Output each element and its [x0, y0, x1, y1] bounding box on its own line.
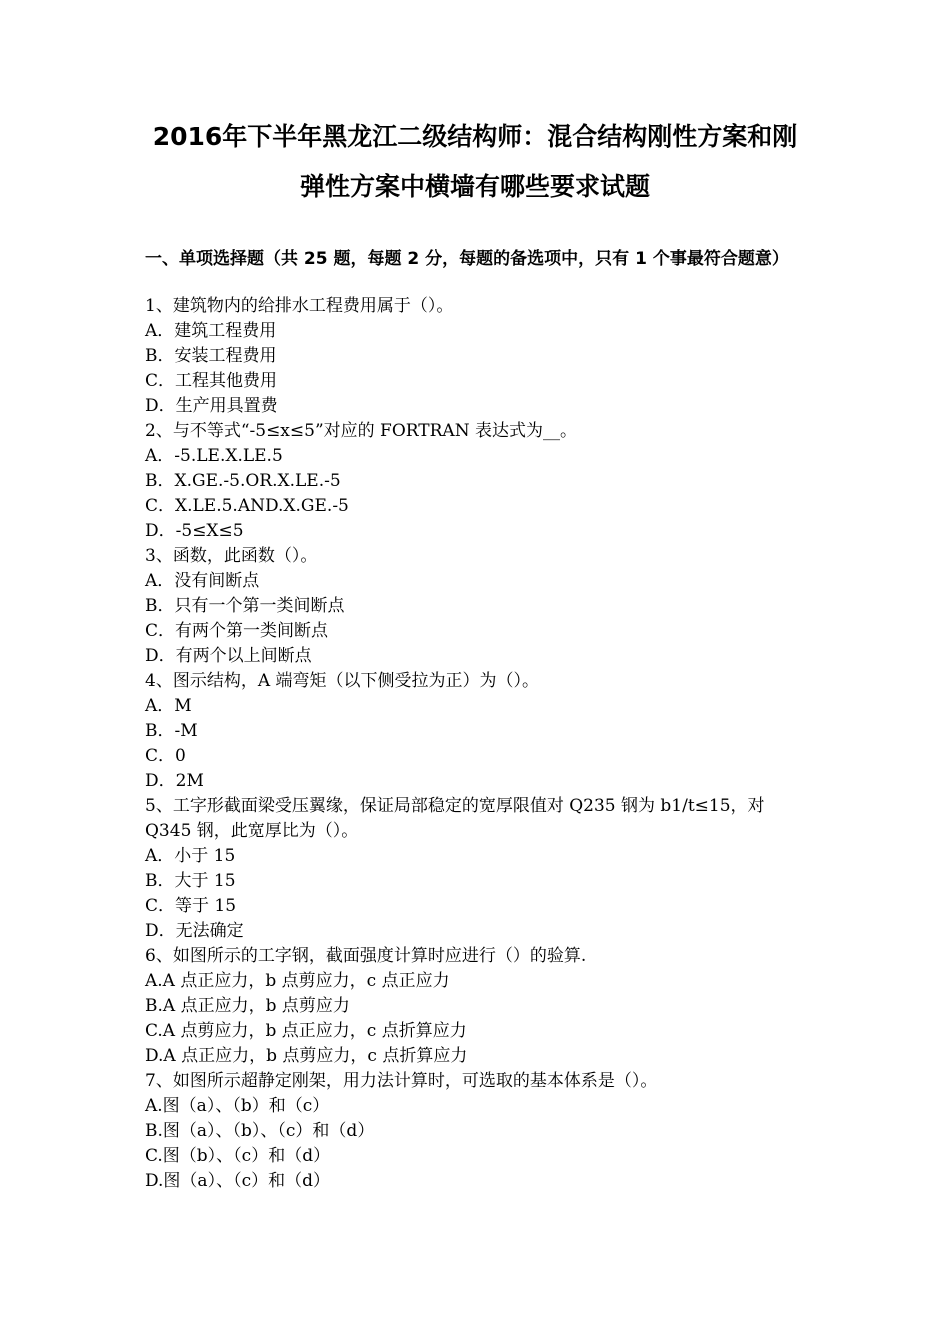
text-line: C.A 点剪应力，b 点正应力，c 点折算应力 [145, 1021, 467, 1041]
text-line: C．等于 15 [145, 896, 237, 916]
text-line: 5、工字形截面梁受压翼缘，保证局部稳定的宽厚限值对 Q235 钢为 b1/t≤15，对 [145, 796, 765, 816]
text-line: 4、图示结构，A 端弯矩（以下侧受拉为正）为（）。 [145, 671, 539, 691]
text-line: B．大于 15 [145, 871, 236, 891]
text-line: C.图（b）、（c）和（d） [145, 1146, 331, 1166]
text-line: D．生产用具置费 [145, 396, 278, 416]
text-line: B．-M [145, 721, 198, 741]
text-line: B．只有一个第一类间断点 [145, 596, 345, 616]
text-line: 1、建筑物内的给排水工程费用属于（）。 [145, 296, 454, 316]
text-line: A．没有间断点 [145, 571, 260, 591]
text-line: D.A 点正应力，b 点剪应力，c 点折算应力 [145, 1046, 468, 1066]
text-line: A．-5.LE.X.LE.5 [145, 446, 283, 466]
question-list [145, 294, 815, 1194]
document-title-line-2: 弹性方案中横墙有哪些要求试题 [299, 172, 650, 201]
text-line: Q345 钢，此宽厚比为（）。 [145, 821, 359, 841]
text-line: C．0 [145, 746, 186, 766]
text-line: A.A 点正应力，b 点剪应力，c 点正应力 [145, 971, 450, 991]
text-line: A.图（a）、（b）和（c） [145, 1096, 330, 1116]
document-title-line-1: 2016年下半年黑龙江二级结构师：混合结构刚性方案和刚 [152, 122, 798, 151]
text-line: 7、如图所示超静定刚架，用力法计算时，可选取的基本体系是（）。 [145, 1071, 658, 1091]
text-line: B．X.GE.-5.OR.X.LE.-5 [145, 471, 341, 491]
text-line: A．建筑工程费用 [145, 321, 277, 341]
text-line: C．工程其他费用 [145, 371, 278, 391]
text-line: 2、与不等式“-5≤x≤5”对应的 FORTRAN 表达式为__。 [145, 421, 577, 441]
text-line: D．2M [145, 771, 204, 791]
text-line: A．M [145, 696, 192, 716]
section-heading: 一、单项选择题（共 25 题，每题 2 分，每题的备选项中，只有 1 个事最符合题意） [145, 249, 789, 269]
text-line: D．无法确定 [145, 921, 244, 941]
text-line: 3、函数，此函数（）。 [145, 546, 318, 566]
text-line: D．-5≤X≤5 [145, 521, 244, 541]
text-line: B.A 点正应力，b 点剪应力 [145, 996, 350, 1016]
text-line: A．小于 15 [145, 846, 236, 866]
text-line: C．有两个第一类间断点 [145, 621, 329, 641]
text-line: 6、如图所示的工字钢，截面强度计算时应进行（）的验算. [145, 946, 587, 966]
text-line: B.图（a）、（b）、（c）和（d） [145, 1121, 375, 1141]
text-line: D.图（a）、（c）和（d） [145, 1171, 330, 1191]
text-line: B．安装工程费用 [145, 346, 277, 366]
text-line: D．有两个以上间断点 [145, 646, 312, 666]
text-line: C．X.LE.5.AND.X.GE.-5 [145, 496, 349, 516]
